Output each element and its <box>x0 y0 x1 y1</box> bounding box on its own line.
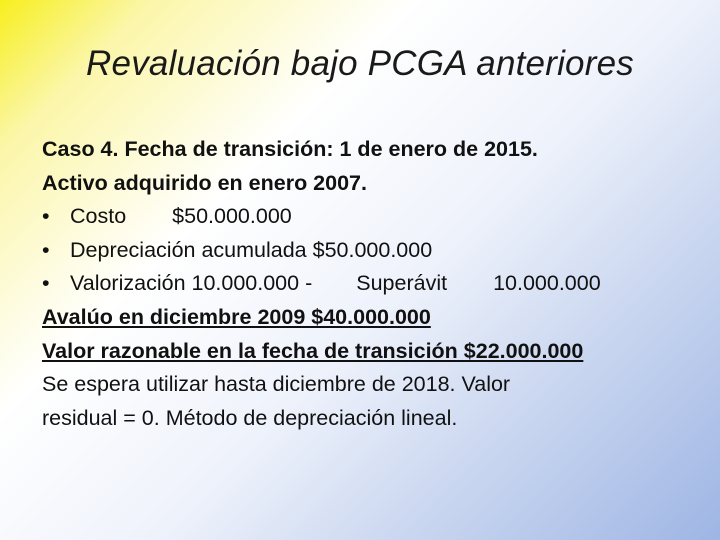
depreciacion-text: Depreciación acumulada $50.000.000 <box>70 237 433 262</box>
superavit-label: Superávit <box>356 271 448 296</box>
avaluo-line: Avalúo en diciembre 2009 $40.000.000 <box>42 304 431 329</box>
asset-line: Activo adquirido en enero 2007. <box>42 170 367 195</box>
bullet-icon: • <box>42 204 50 229</box>
bullet-item-depreciacion <box>42 234 702 268</box>
costo-value: $50.000.000 <box>172 204 292 229</box>
slide-body <box>42 133 702 435</box>
expected-use-line-2: residual = 0. Método de depreciación lineal. <box>42 405 458 430</box>
bullet-icon: • <box>42 237 50 262</box>
superavit-value: 10.000.000 <box>493 271 601 296</box>
costo-label: Costo <box>70 204 127 229</box>
case-line: Caso 4. Fecha de transición: 1 de enero de 2015. <box>42 137 538 161</box>
valorizacion-text: Valorización 10.000.000 - <box>70 271 313 296</box>
slide-title: Revaluación bajo PCGA anteriores <box>86 44 634 83</box>
expected-use-line-1: Se espera utilizar hasta diciembre de 2018. Valor <box>42 372 511 397</box>
bullet-item-valorizacion <box>42 267 702 301</box>
bullet-icon: • <box>42 271 50 296</box>
fair-value-line: Valor razonable en la fecha de transición $22.000.000 <box>42 338 584 363</box>
bullet-item-costo <box>42 200 702 234</box>
